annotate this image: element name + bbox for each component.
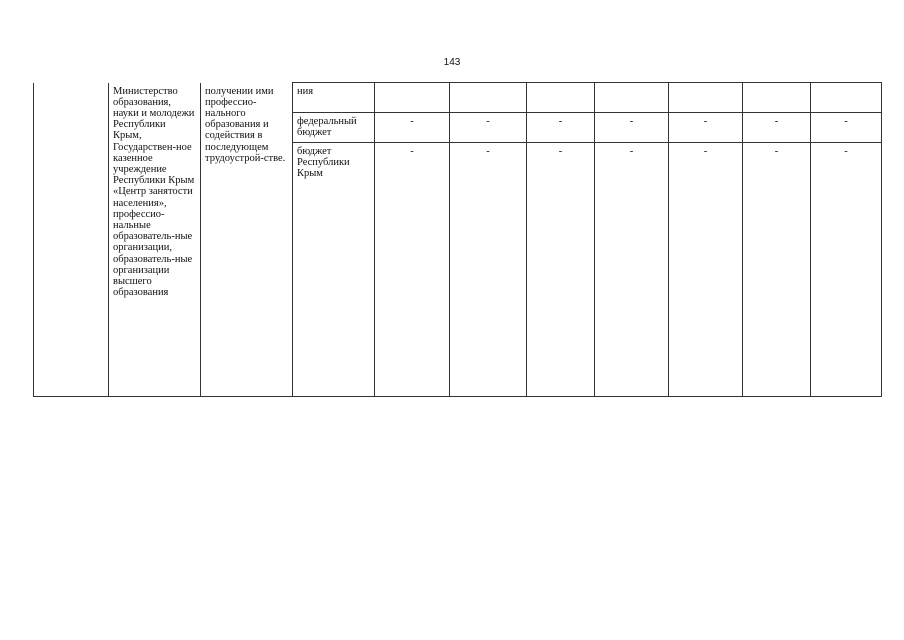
value-cell xyxy=(811,83,882,113)
value-cell: - xyxy=(743,113,811,143)
value-cell: - xyxy=(450,113,527,143)
source-cell: федеральный бюджет xyxy=(293,113,375,143)
value-cell: - xyxy=(811,143,882,397)
value-cell xyxy=(375,83,450,113)
value-cell xyxy=(743,83,811,113)
funding-table xyxy=(33,82,882,397)
value-cell: - xyxy=(375,113,450,143)
description-cell xyxy=(201,83,293,397)
table-row xyxy=(34,83,882,113)
source-cell: бюджет Республики Крым xyxy=(293,143,375,397)
value-cell: - xyxy=(595,143,669,397)
value-cell: - xyxy=(527,143,595,397)
value-cell: - xyxy=(669,113,743,143)
value-cell xyxy=(450,83,527,113)
value-cell: - xyxy=(450,143,527,397)
value-cell: - xyxy=(669,143,743,397)
value-cell: - xyxy=(527,113,595,143)
value-cell: - xyxy=(811,113,882,143)
executors-cell xyxy=(109,83,201,397)
blank-cell xyxy=(34,83,109,397)
page-number: 143 xyxy=(443,57,461,68)
value-cell xyxy=(669,83,743,113)
value-cell: - xyxy=(743,143,811,397)
description-text: получении ими профессио-нального образования и содействия в последующем трудоустрой-стве. xyxy=(205,85,286,164)
executors-text: Министерство образования, науки и молодежи Республики Крым, Государствен-ное казенное учреждение Республики Крым «Центр занятости населения», профессио-нальные образователь-ные организации, образователь-ные организации высшего образования xyxy=(113,85,195,299)
value-cell xyxy=(527,83,595,113)
value-cell: - xyxy=(595,113,669,143)
value-cell xyxy=(595,83,669,113)
value-cell: - xyxy=(375,143,450,397)
source-cell: ния xyxy=(293,83,375,113)
